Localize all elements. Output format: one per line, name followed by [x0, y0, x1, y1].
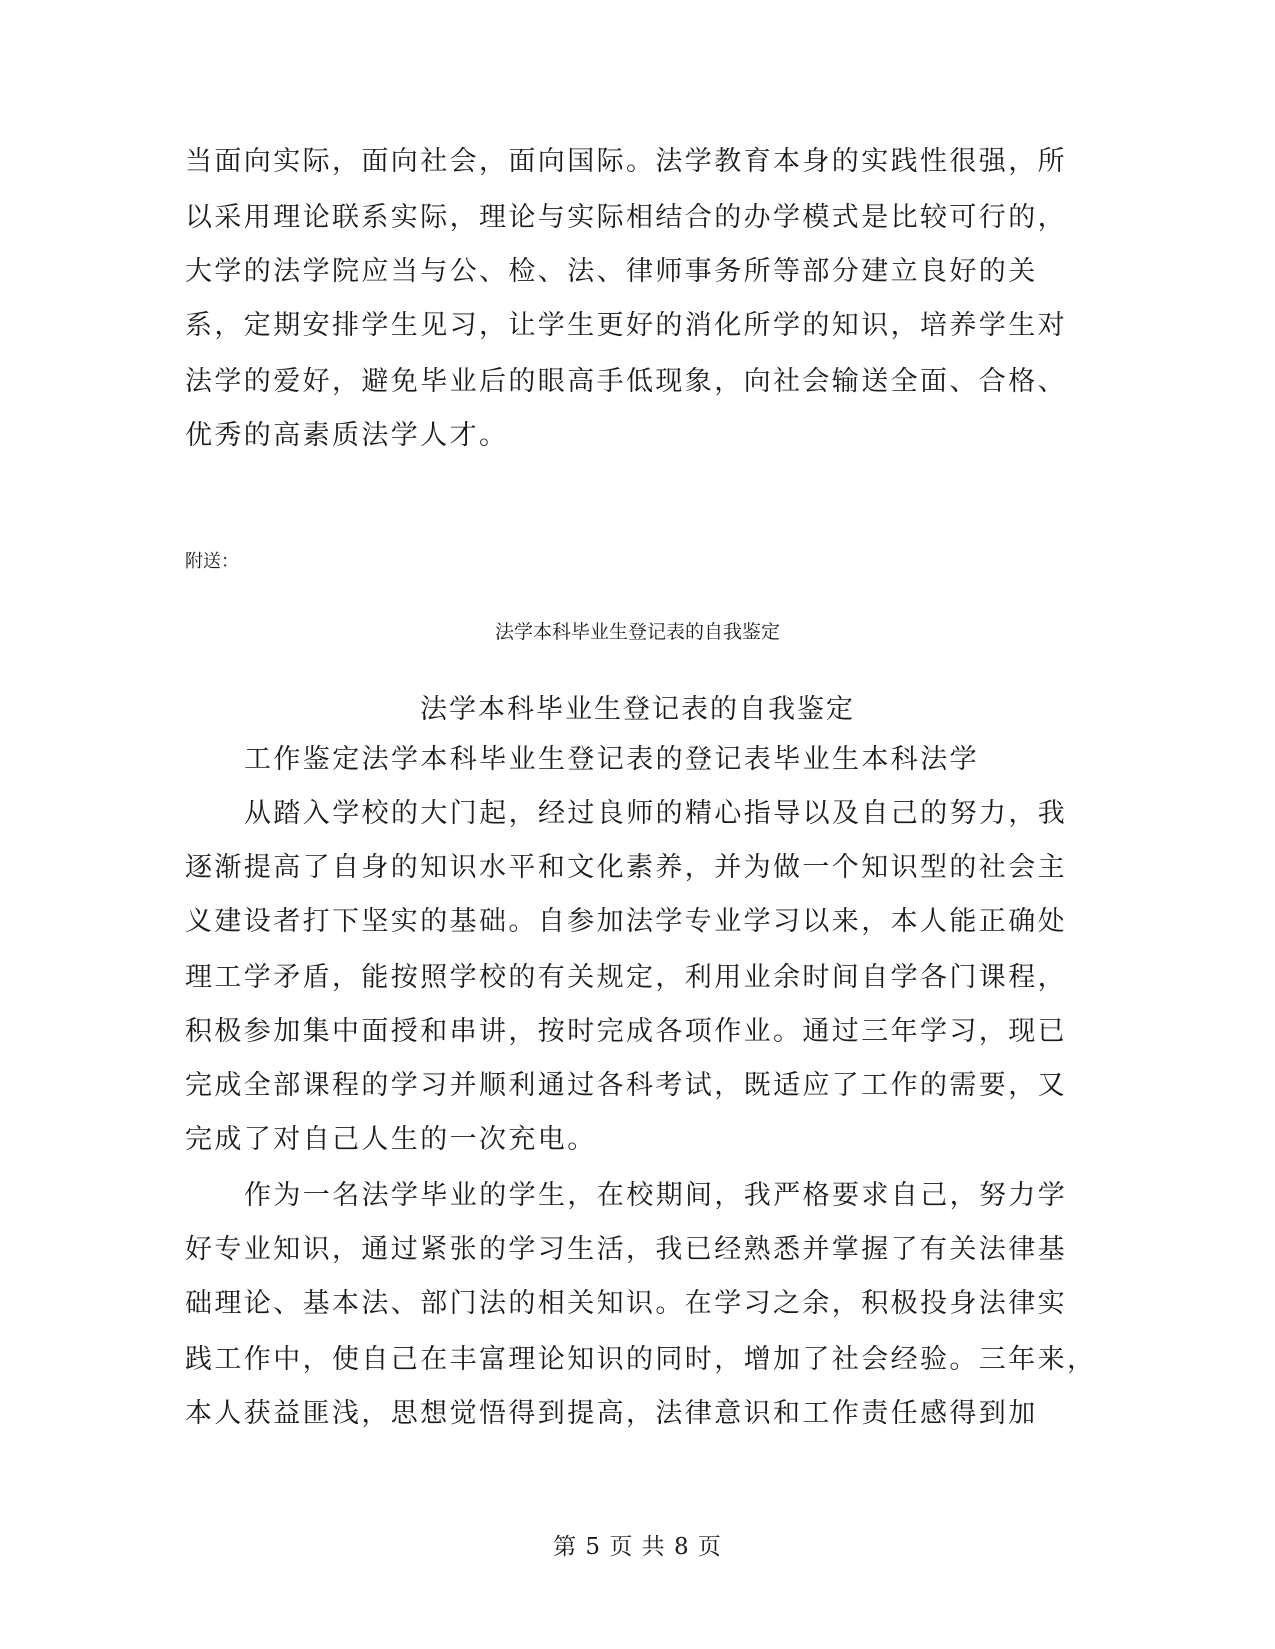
- text-line: 大学的法学院应当与公、检、法、律师事务所等部分建立良好的关: [185, 256, 1038, 287]
- text-line: 完成了对自己人生的一次充电。: [185, 1124, 597, 1155]
- page-number-footer: 第 5 页 共 8 页: [553, 1534, 722, 1560]
- text-line: 系，定期安排学生见习，让学生更好的消化所学的知识，培养学生对: [185, 310, 1067, 341]
- text-line: 本人获益匪浅，思想觉悟得到提高，法律意识和工作责任感得到加: [185, 1398, 1038, 1429]
- text-line: 础理论、基本法、部门法的相关知识。在学习之余，积极投身法律实: [185, 1288, 1067, 1319]
- text-line: 理工学矛盾，能按照学校的有关规定，利用业余时间自学各门课程，: [185, 962, 1067, 993]
- text-line: 逐渐提高了自身的知识水平和文化素养，并为做一个知识型的社会主: [185, 852, 1067, 883]
- text-line: 积极参加集中面授和串讲，按时完成各项作业。通过三年学习，现已: [185, 1016, 1067, 1047]
- appendix-title-small: 法学本科毕业生登记表的自我鉴定: [494, 621, 780, 643]
- appendix-title-large: 法学本科毕业生登记表的自我鉴定: [420, 694, 855, 725]
- text-line: 践工作中，使自己在丰富理论知识的同时，增加了社会经验。三年来，: [185, 1344, 1097, 1375]
- text-line: 以采用理论联系实际，理论与实际相结合的办学模式是比较可行的，: [185, 202, 1067, 233]
- text-line: 优秀的高素质法学人才。: [185, 420, 509, 451]
- text-line: 作为一名法学毕业的学生，在校期间，我严格要求自己，努力学: [244, 1180, 1068, 1211]
- keywords-line: 工作鉴定法学本科毕业生登记表的登记表毕业生本科法学: [244, 744, 979, 775]
- text-line: 完成全部课程的学习并顺利通过各科考试，既适应了工作的需要，又: [185, 1070, 1067, 1101]
- text-line: 法学的爱好，避免毕业后的眼高手低现象，向社会输送全面、合格、: [185, 366, 1067, 397]
- text-line: 从踏入学校的大门起，经过良师的精心指导以及自己的努力，我: [244, 798, 1068, 829]
- text-line: 义建设者打下坚实的基础。自参加法学专业学习以来，本人能正确处: [185, 906, 1067, 937]
- text-line: 好专业知识，通过紧张的学习生活，我已经熟悉并掌握了有关法律基: [185, 1234, 1067, 1265]
- text-line: 当面向实际，面向社会，面向国际。法学教育本身的实践性很强，所: [185, 146, 1067, 177]
- appendix-label: 附送：: [185, 551, 239, 572]
